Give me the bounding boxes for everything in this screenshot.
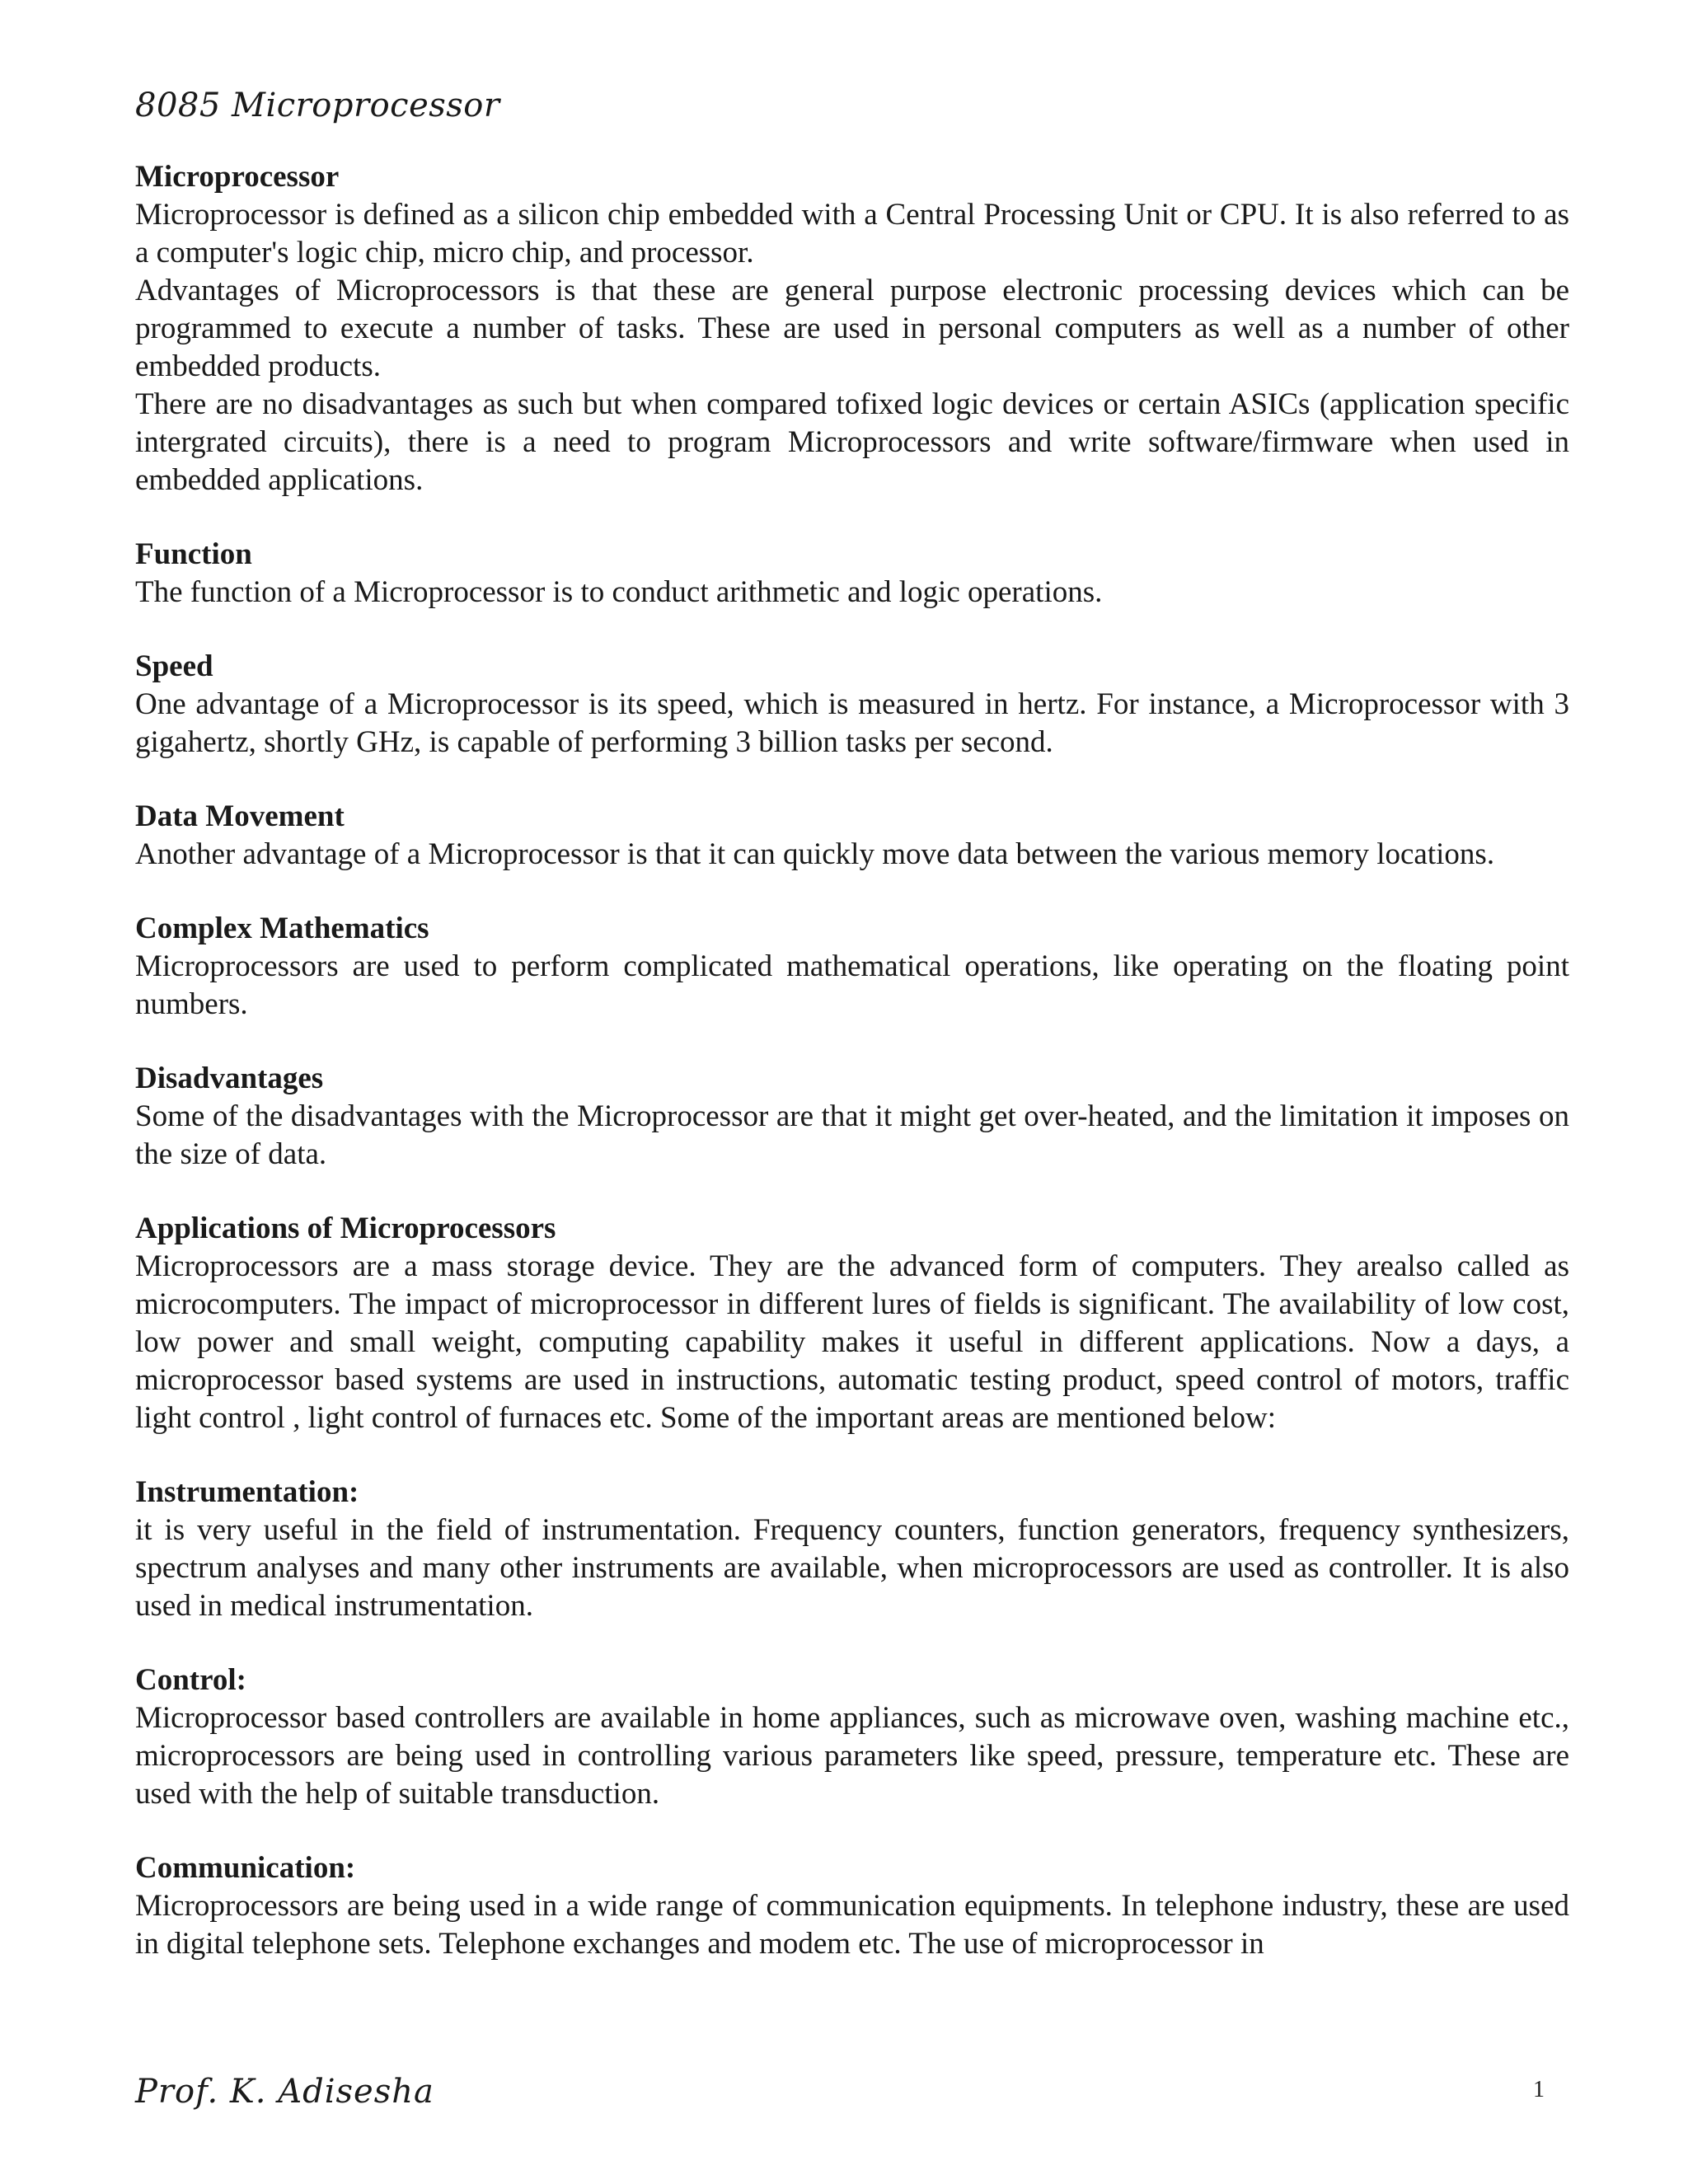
section-complex-mathematics xyxy=(135,910,1569,1024)
paragraph: Microprocessor is defined as a silicon chip embedded with a Central Processing Unit or CPU. It is also referred to as a computer's logic chip, micro chip, and processor. xyxy=(135,198,1569,269)
paragraph: Some of the disadvantages with the Microprocessor are that it might get over-heated, and the limitation it imposes on the size of data. xyxy=(135,1099,1569,1171)
paragraph: Microprocessors are being used in a wide range of communication equipments. In telephone industry, these are used in digital telephone sets. Telephone exchanges and modem etc. The use of microprocessor in xyxy=(135,1889,1569,1961)
section-instrumentation xyxy=(135,1474,1569,1625)
section-heading: Disadvantages xyxy=(135,1062,324,1095)
document-page xyxy=(135,82,1569,1999)
section-applications xyxy=(135,1210,1569,1437)
section-data-movement xyxy=(135,798,1569,874)
section-heading: Instrumentation: xyxy=(135,1475,359,1509)
section-function xyxy=(135,536,1569,612)
section-communication xyxy=(135,1849,1569,1963)
paragraph: Advantages of Microprocessors is that these are general purpose electronic processing devices which can be programmed to execute a number of tasks. These are used in personal computers as well as a number of other embedded products. xyxy=(135,274,1569,383)
paragraph: Microprocessors are a mass storage device. They are the advanced form of computers. They arealso called as microcomputers. The impact of microprocessor in different lures of fields is significant. The availability of low cost, low power and small weight, computing capability makes it useful in different applications. Now a days, a microprocessor based systems are used in instructions, automatic testing product, speed control of motors, traffic light control , light control of furnaces etc. Some of the important areas are mentioned below: xyxy=(135,1249,1569,1435)
paragraph: Another advantage of a Microprocessor is that it can quickly move data between the various memory locations. xyxy=(135,837,1495,871)
document-title: 8085 Microprocessor xyxy=(135,87,500,124)
page-number: 1 xyxy=(1533,2077,1545,2102)
paragraph: There are no disadvantages as such but when compared tofixed logic devices or certain ASICs (application specific intergrated circuits), there is a need to program Microprocessors and write software/firmware when used in embedded applications. xyxy=(135,387,1569,497)
paragraph: Microprocessors are used to perform complicated mathematical operations, like operating on the floating point numbers. xyxy=(135,949,1569,1021)
section-heading: Applications of Microprocessors xyxy=(135,1212,556,1245)
paragraph: The function of a Microprocessor is to conduct arithmetic and logic operations. xyxy=(135,575,1103,609)
section-speed xyxy=(135,648,1569,762)
paragraph: Microprocessor based controllers are available in home appliances, such as microwave oven, washing machine etc., microprocessors are being used in controlling various parameters like speed, pressure, temperature etc. These are used with the help of suitable transduction. xyxy=(135,1701,1569,1811)
section-heading: Control: xyxy=(135,1663,246,1697)
section-heading: Data Movement xyxy=(135,799,345,833)
paragraph: it is very useful in the field of instrumentation. Frequency counters, function generators, frequency synthesizers, spectrum analyses and many other instruments are available, when microprocessors are used as controller. It is also used in medical instrumentation. xyxy=(135,1513,1569,1623)
section-heading: Function xyxy=(135,537,252,571)
section-heading: Communication: xyxy=(135,1851,356,1885)
section-heading: Speed xyxy=(135,649,213,683)
section-microprocessor xyxy=(135,158,1569,499)
paragraph: One advantage of a Microprocessor is its speed, which is measured in hertz. For instance, a Microprocessor with 3 gigahertz, shortly GHz, is capable of performing 3 billion tasks per second. xyxy=(135,687,1569,759)
section-control xyxy=(135,1661,1569,1813)
footer-author: Prof. K. Adisesha xyxy=(135,2073,434,2111)
section-heading: Microprocessor xyxy=(135,160,340,194)
section-disadvantages xyxy=(135,1060,1569,1174)
section-heading: Complex Mathematics xyxy=(135,912,429,945)
